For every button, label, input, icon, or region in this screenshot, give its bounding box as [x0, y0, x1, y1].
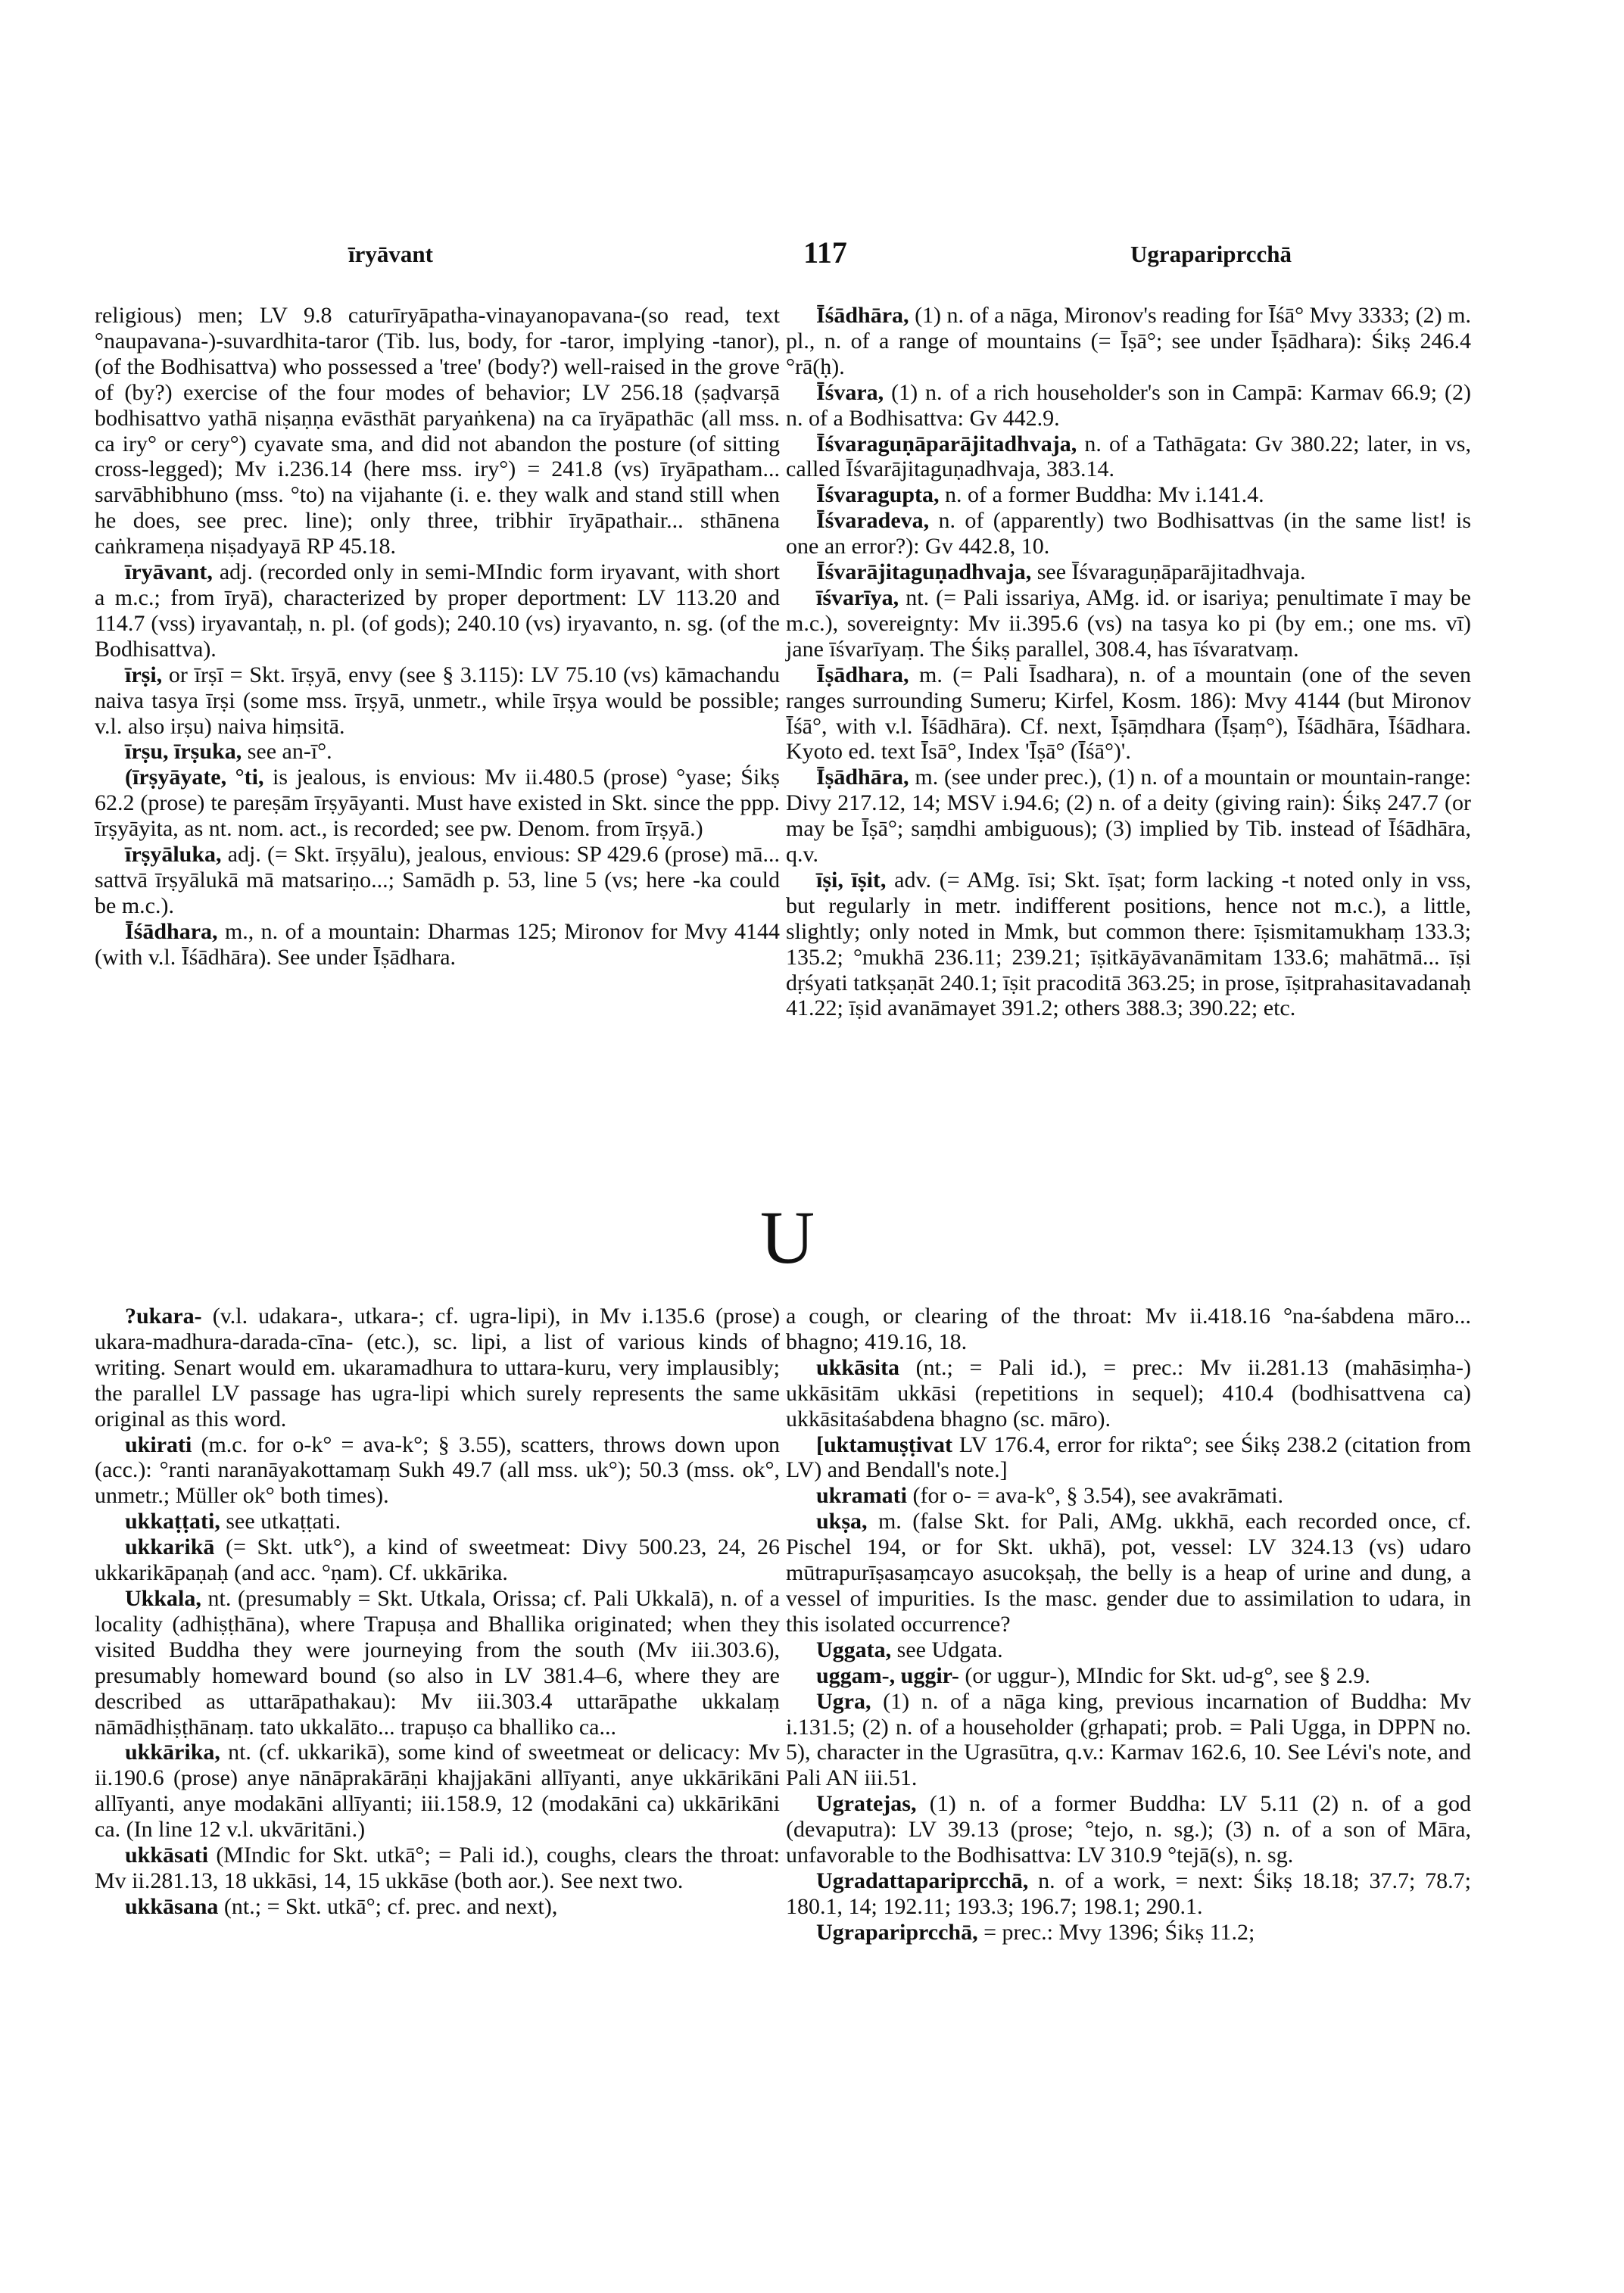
dictionary-entry: īryāvant, adj. (recorded only in semi-MIndic form iryavant, with short a m.c.; from īryā), characterized by proper deportment: LV 113.20 and 114.7 (vss) iryavantaḥ, n. pl. (of gods); 240.10 (vs) iryavanto, n. sg. (of the Bodhisattva). — [95, 559, 780, 662]
column-bottom-left — [95, 1304, 780, 1920]
column-bottom-right — [786, 1304, 1471, 1946]
dictionary-entry: [uktamuṣṭivat LV 176.4, error for rikta°; see Śikṣ 238.2 (citation from LV) and Bendall's note.] — [786, 1432, 1471, 1483]
dictionary-entry: Ugradattapariprcchā, n. of a work, = next: Śikṣ 18.18; 37.7; 78.7; 180.1, 14; 192.11; 193.3; 196.7; 198.1; 290.1. — [786, 1868, 1471, 1919]
dictionary-entry: Īṣādhāra, m. (see under prec.), (1) n. of a mountain or mountain-range: Divy 217.12, 14; MSV i.94.6; (2) n. of a deity (giving rain): Śikṣ 247.7 (or may be Īṣā°; saṃdhi ambiguous); (3) implied by Tib. instead of Īśādhāra, q.v. — [786, 765, 1471, 868]
column-top-left — [95, 303, 780, 970]
dictionary-entry: ukkārika, nt. (cf. ukkarikā), some kind of sweetmeat or delicacy: Mv ii.190.6 (prose) anye nānāprakārāṇi khajjakāni allīyanti, anye ukkārikāni allīyanti, anye modakāni allīyanti; iii.158.9, 12 (modakāni ca) ukkārikāni ca. (In line 12 v.l. ukvāritāni.) — [95, 1740, 780, 1843]
section-letter: U — [759, 1195, 815, 1279]
dictionary-entry: Īśādhāra, (1) n. of a nāga, Mironov's reading for Īśā° Mvy 3333; (2) m. pl., n. of a range of mountains (= Īṣā°; see under Īṣādhara): Śikṣ 246.4 °rā(ḥ). — [786, 303, 1471, 379]
running-head-right: Ugrapariprcchā — [1130, 241, 1292, 267]
dictionary-entry: ukramati (for o- = ava-k°, § 3.54), see avakrāmati. — [816, 1483, 1284, 1509]
dictionary-entry: ukṣa, m. (false Skt. for Pali, AMg. ukkhā, each recorded once, cf. Pischel 194, or for Skt. ukhā), pot, vessel: LV 324.13 (vs) udaro mūtrapurīṣasaṃcayo asucokṣaḥ, the belly is a heap of urine and dung, a vessel of impurities. Is the masc. gender due to assimilation to udara, in this isolated occurrence? — [786, 1509, 1471, 1637]
column-top-right — [786, 303, 1471, 1021]
dictionary-entry: īrṣi, or īrṣī = Skt. īrṣyā, envy (see § 3.115): LV 75.10 (vs) kāmachandu naiva tasya īrṣi (some mss. īrṣyā, unmetr., while īrṣya would be possible; v.l. also irṣu) naiva hiṃsitā. — [95, 662, 780, 739]
dictionary-entry: Uggata, see Udgata. — [816, 1637, 1003, 1662]
dictionary-entry: Ukkala, nt. (presumably = Skt. Utkala, Orissa; cf. Pali Ukkalā), n. of a locality (adhiṣṭhāna), where Trapuṣa and Bhallika originated; when they visited Buddha they were journeying from the south (Mv iii.303.6), presumably homeward bound (so also in LV 381.4–6, where they are described as uttarāpathakau): Mv iii.303.4 uttarāpathe ukkalaṃ nāmādhiṣṭhānaṃ. tato ukkalāto... trapuṣo ca bhalliko ca... — [95, 1585, 780, 1740]
dictionary-entry: īṣi, īṣit, adv. (= AMg. īsi; Skt. īṣat; form lacking -t noted only in vss, but regularly in metr. indifferent positions, hence not m.c.), a little, slightly; only noted in Mmk, but common there: īṣismitamukhaṃ 133.3; 135.2; °mukhā 236.11; 239.21; īṣitkāyāvanāmitam 133.6; mahātmā... īṣi dṛśyati tatkṣaṇāt 240.1; īṣit pracoditā 363.25; in prose, īṣitprahasitavadanaḥ 41.22; īṣid avanāmayet 391.2; others 388.3; 390.22; etc. — [786, 867, 1471, 1021]
dictionary-entry: Īśvaradeva, n. of (apparently) two Bodhisattvas (in the same list! is one an error?): Gv 442.8, 10. — [786, 508, 1471, 559]
dictionary-entry: ukkarikā (= Skt. utk°), a kind of sweetmeat: Divy 500.23, 24, 26 ukkarikāpaṇaḥ (and acc. °ṇam). Cf. ukkārika. — [95, 1534, 780, 1586]
dictionary-entry: ukkāsana (nt.; = Skt. utkā°; cf. prec. and next), — [125, 1893, 558, 1919]
dictionary-entry: uggam-, uggir- (or uggur-), MIndic for Skt. ud-g°, see § 2.9. — [816, 1662, 1370, 1688]
dictionary-entry: Īśvara, (1) n. of a rich householder's son in Campā: Karmav 66.9; (2) n. of a Bodhisattva: Gv 442.9. — [786, 379, 1471, 431]
dictionary-entry: Īśvarājitaguṇadhvaja, see Īśvaraguṇāparājitadhvaja. — [816, 559, 1306, 585]
dictionary-entry: Īṣādhara, m. (= Pali Īsadhara), n. of a mountain (one of the seven ranges surrounding Sumeru; Kirfel, Kosm. 186): Mvy 4144 (but Mironov Īśā°, with v.l. Īśādhāra). Cf. next, Īṣāṃdhara (Īṣaṃ°), Īśādhāra, Īśādhara. Kyoto ed. text Īsā°, Index 'Īṣā° (Īśā°)'. — [786, 662, 1471, 765]
dictionary-entry: a cough, or clearing of the throat: Mv ii.418.16 °na-śabdena māro... bhagno; 419.16, 18. — [786, 1304, 1471, 1354]
dictionary-entry: īrṣyāluka, adj. (= Skt. īrṣyālu), jealous, envious: SP 429.6 (prose) mā... sattvā īrṣyālukā mā matsariṇo...; Samādh p. 53, line 5 (vs; here -ka could be m.c.). — [95, 842, 780, 918]
dictionary-entry: Ugra, (1) n. of a nāga king, previous incarnation of Buddha: Mv i.131.5; (2) n. of a householder (gṛhapati; prob. = Pali Ugga, in DPPN no. 5), character in the Ugrasūtra, q.v.: Karmav 162.6, 10. See Lévi's note, and Pali AN iii.51. — [786, 1688, 1471, 1791]
dictionary-entry: Ugratejas, (1) n. of a former Buddha: LV 5.11 (2) n. of a god (devaputra): LV 39.13 (prose; °tejo, n. sg.); (3) n. of a son of Māra, unfavorable to the Bodhisattva: LV 310.9 °tejā(s), n. sg. — [786, 1791, 1471, 1868]
dictionary-entry: ?ukara- (v.l. udakara-, utkara-; cf. ugra-lipi), in Mv i.135.6 (prose) ukara-madhura-darada-cīna- (etc.), sc. lipi, a list of various kinds of writing. Senart would em. ukaramadhura to uttara-kuru, very implausibly; the parallel LV passage has ugra-lipi which surely represents the same original as this word. — [95, 1304, 780, 1432]
dictionary-entry: ukkāsati (MIndic for Skt. utkā°; = Pali id.), coughs, clears the throat: Mv ii.281.13, 18 ukkāsi, 14, 15 ukkāse (both aor.). See next two. — [95, 1843, 780, 1893]
dictionary-entry: Īśādhara, m., n. of a mountain: Dharmas 125; Mironov for Mvy 4144 (with v.l. Īśādhāra). See under Īṣādhara. — [95, 918, 780, 970]
dictionary-entry: ukkaṭṭati, see utkaṭṭati. — [125, 1509, 341, 1534]
dictionary-entry: ukirati (m.c. for o-k° = ava-k°; § 3.55), scatters, throws down upon (acc.): °ranti naranāyakottamaṃ Sukh 49.7 (all mss. uk°); 50.3 (mss. ok°, unmetr.; Müller ok° both times). — [95, 1432, 780, 1509]
dictionary-entry: ukkāsita (nt.; = Pali id.), = prec.: Mv ii.281.13 (mahāsiṃha-) ukkāsitām ukkāsi (repetitions in sequel); 410.4 (bodhisattvena ca) ukkāsitaśabdena bhagno (sc. māro). — [786, 1354, 1471, 1432]
dictionary-entry: Ugrapariprcchā, = prec.: Mvy 1396; Śikṣ 11.2; — [816, 1919, 1255, 1945]
dictionary-entry: Īśvaraguṇāparājitadhvaja, n. of a Tathāgata: Gv 380.22; later, in vs, called Īśvarājitaguṇadhvaja, 383.14. — [786, 431, 1471, 482]
dictionary-entry: īśvarīya, nt. (= Pali issariya, AMg. id. or isariya; penultimate ī may be m.c.), sovereignty: Mv ii.395.6 (vs) na tasya ko pi (by em.; one ms. vī) jane īśvarīyaṃ. The Śikṣ parallel, 308.4, has īśvaratvaṃ. — [786, 584, 1471, 662]
dictionary-entry: (īrṣyāyate, °ti, is jealous, is envious: Mv ii.480.5 (prose) °yase; Śikṣ 62.2 (prose) te pareṣām īrṣyāyanti. Must have existed in Skt. since the ppp. īrṣyāyita, as nt. nom. act., is recorded; see pw. Denom. from īrṣyā.) — [95, 765, 780, 842]
running-head-left: īryāvant — [348, 241, 433, 267]
page-number: 117 — [803, 235, 847, 269]
dictionary-entry: religious) men; LV 9.8 caturīryāpatha-vinayanopavana-(so read, text °naupavana-)-suvardhita-taror (Tib. lus, body, for -taror, implying -tanor), (of the Bodhisattva) who possessed a 'tree' (body?) well-raised in the grove of (by?) exercise of the four modes of behavior; LV 256.18 (ṣaḍvarṣā bodhisattvo yathā niṣaṇṇa evāsthāt paryaṅkena) na ca īryāpathāc (all mss. ca iry° or cery°) cyavate sma, and did not abandon the posture (of sitting cross-legged); Mv i.236.14 (here mss. iry°) = 241.8 (vs) īryāpatham... sarvābhibhuno (mss. °to) na vijahante (i. e. they walk and stand still when he does, see prec. line); only three, tribhir īryāpathair... sthānena caṅkrameṇa niṣadyayā RP 45.18. — [95, 303, 780, 559]
dictionary-entry: īrṣu, īrṣuka, see an-ī°. — [125, 739, 332, 765]
dictionary-entry: Īśvaragupta, n. of a former Buddha: Mv i.141.4. — [816, 482, 1264, 508]
